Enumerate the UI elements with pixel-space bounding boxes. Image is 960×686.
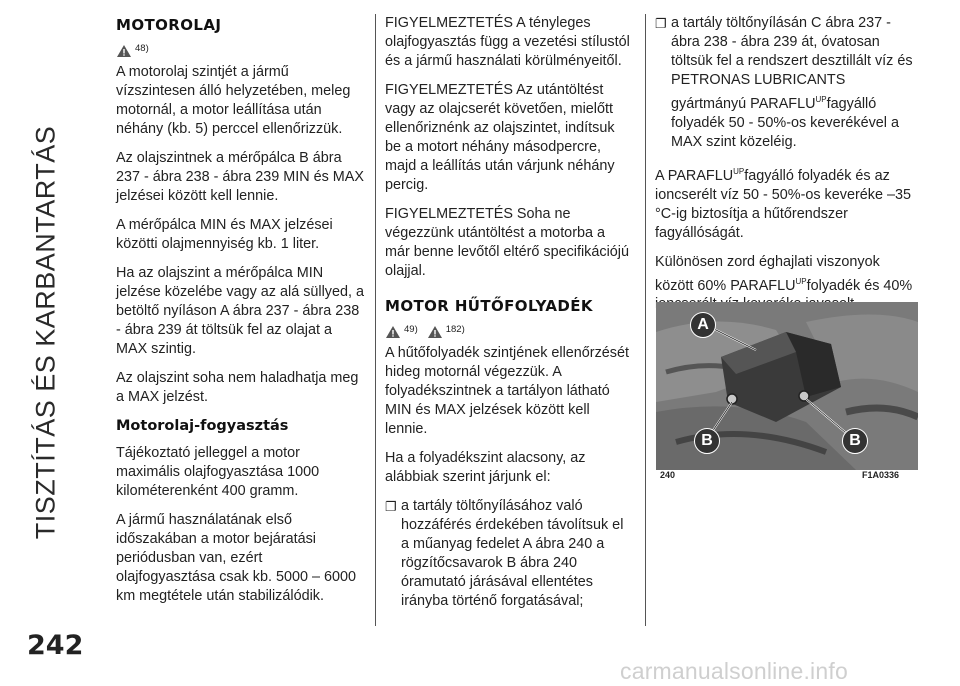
- figure-240-coolant-cover: [656, 302, 918, 487]
- warning-ref-number: 48): [135, 43, 149, 54]
- column-1: [116, 14, 364, 616]
- paragraph: Ha az olajszint a mérőpálca MIN jelzése közelébe vagy az alá süllyed, a betöltő nyíláson A ábra 237 - ábra 238 - ábra 239 át töltsük fel az olajat a MAX szintig.: [116, 265, 364, 357]
- chapter-title-text: TISZTÍTÁS ÉS KARBANTARTÁS: [30, 125, 61, 539]
- warning-triangle-icon: [427, 325, 443, 339]
- paragraph: Tájékoztató jelleggel a motor maximális olajfogyasztása 1000 kilométerenként 400 gramm.: [116, 445, 320, 499]
- paragraph: A hűtőfolyadék szintjének ellenőrzését hideg motornál végezzük. A folyadékszintnek a tartályon látható MIN és MAX jelzések között kell lennie.: [385, 345, 629, 437]
- section-heading-coolant: MOTOR HŰTŐFOLYADÉK: [385, 297, 593, 315]
- callout-label-a: A: [690, 312, 716, 338]
- paragraph: A motorolaj szintjét a jármű vízszintesen álló helyzetében, meleg motornál, a motor leállítása után néhány (kb. 5) perccel ellenőrizzük.: [116, 64, 351, 137]
- chapter-side-title: [16, 12, 76, 652]
- paragraph: Ha a folyadékszint alacsony, az alábbiak szerint járjunk el:: [385, 450, 586, 485]
- paragraph: Az olajszintnek a mérőpálca B ábra 237 - ábra 238 - ábra 239 MIN és MAX jelzései között kell lennie.: [116, 150, 364, 204]
- warning-ref-number: 49): [404, 324, 418, 335]
- subsection-heading-oil-consumption: Motorolaj-fogyasztás: [116, 418, 289, 434]
- warning-paragraph: FIGYELMEZTETÉS A tényleges olajfogyasztás függ a vezetési stílustól és a jármű használati körülményeitől.: [385, 15, 630, 69]
- warning-reference: [385, 320, 633, 339]
- checkbox-bullet-icon: ❐: [655, 16, 667, 31]
- warning-triangle-icon: [116, 44, 132, 58]
- section-heading-motorolaj: MOTOROLAJ: [116, 16, 222, 34]
- paragraph: A jármű használatának első időszakában a motor bejáratási periódusban van, ezért olajfogyasztása csak kb. 5000 – 6000 km megtétele után stabilizálódik.: [116, 512, 357, 604]
- warning-ref-number: 182): [445, 324, 465, 335]
- callout-label-b: B: [694, 428, 720, 454]
- paragraph: Az olajszint soha nem haladhatja meg a MAX jelzést.: [116, 370, 359, 405]
- warning-paragraph: FIGYELMEZTETÉS Soha ne végezzünk utántöltést a motorba a már benne levőtől eltérő specifikációjú olajjal.: [385, 206, 629, 279]
- list-item: [385, 497, 633, 611]
- paragraph: A $PARAFLU^{UP}fagyálló$ folyadék és az ioncserélt víz 50 - 50%-os keveréke –35 °C-ig biztosítja a hűtőrendszer fagyállóságát.: [655, 166, 911, 241]
- column-divider: [375, 14, 376, 626]
- figure-code: F1A0336: [862, 470, 900, 480]
- page-number: 242: [27, 630, 84, 661]
- list-item-text: a tartály töltőnyílásához való hozzáférés érdekében távolítsuk el a műanyag fedelet A ábra 240 a rögzítőcsavarok B ábra 240 óramutató járásával ellentétes irányba történő forgatásával;: [401, 498, 624, 609]
- checkbox-bullet-icon: ❐: [385, 499, 397, 514]
- column-3: [655, 14, 917, 324]
- warning-reference: [116, 39, 364, 58]
- warning-triangle-icon: [385, 325, 401, 339]
- warning-paragraph: FIGYELMEZTETÉS Az utántöltést vagy az olajcserét követően, mielőtt ellenőriznénk az olajszintet, indítsuk be a motort néhány másodpercre, majd a leállítás után várjunk néhány percig.: [385, 82, 615, 193]
- list-item-text: a tartály töltőnyílásán C ábra 237 - ábra 238 - ábra 239 át, óvatosan töltsük fel a rendszert desztillált víz és PETRONAS LUBRICANTS gyártmányú $PARAFLU^{UP}fagyálló$ folyadék 50 - 50%-os keverékével a MAX szint közeléig.: [671, 15, 913, 150]
- paragraph: A mérőpálca MIN és MAX jelzései közötti olajmennyiség kb. 1 liter.: [116, 217, 333, 252]
- figure-number: 240: [660, 470, 676, 480]
- column-divider: [645, 14, 646, 626]
- paragraph: Különösen zord éghajlati viszonyok között 60% $PARAFLU^{UP}folyadék$ és 40%: [655, 253, 913, 294]
- callout-label-b: B: [842, 428, 868, 454]
- column-2: [385, 14, 633, 621]
- watermark-text: carmanualsonline.info: [620, 658, 848, 684]
- list-item: [655, 14, 917, 152]
